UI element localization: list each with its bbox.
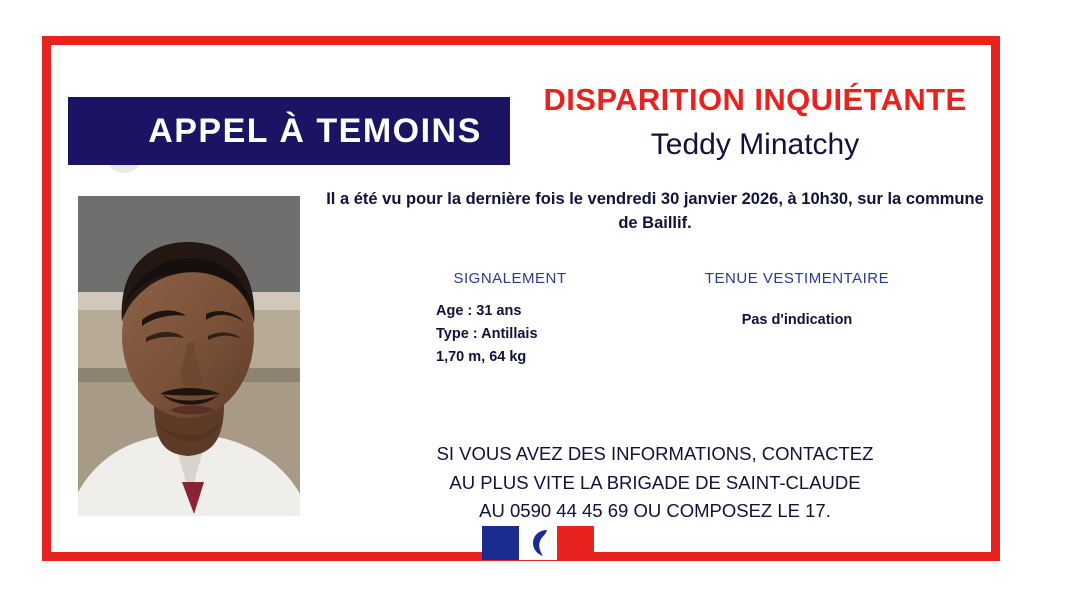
flag-white-band bbox=[519, 526, 557, 560]
signalement-list bbox=[436, 300, 538, 370]
flag-red-band bbox=[557, 526, 594, 560]
person-name: Teddy Minatchy bbox=[650, 128, 860, 161]
page-title: DISPARITION INQUIÉTANTE bbox=[543, 82, 967, 117]
signalement-item-type: Type : Antillais bbox=[436, 326, 538, 343]
missing-person-photo bbox=[78, 196, 300, 516]
flag-blue-band bbox=[482, 526, 519, 560]
contact-line-3: AU 0590 44 45 69 OU COMPOSEZ LE 17. bbox=[479, 500, 831, 522]
last-seen-text: Il a été vu pour la dernière fois le vendredi 30 janvier 2026, à 10h30, sur la commune de Baillif. bbox=[326, 190, 984, 232]
tenue-vestimentaire-heading: TENUE VESTIMENTAIRE bbox=[704, 270, 890, 287]
marianne-profile-icon bbox=[529, 528, 551, 558]
signalement-heading: SIGNALEMENT bbox=[453, 270, 567, 287]
contact-line-2: AU PLUS VITE LA BRIGADE DE SAINT-CLAUDE bbox=[449, 471, 861, 493]
signalement-item-size: 1,70 m, 64 kg bbox=[436, 349, 527, 366]
appeal-banner bbox=[68, 97, 510, 165]
signalement-item-age: Age : 31 ans bbox=[436, 303, 522, 319]
contact-line-1: SI VOUS AVEZ DES INFORMATIONS, CONTACTEZ bbox=[436, 443, 874, 464]
appeal-banner-label: APPEL À TEMOINS bbox=[148, 111, 482, 150]
french-republic-marianne-flag-icon bbox=[482, 526, 594, 560]
contact-instructions bbox=[320, 440, 990, 526]
tenue-vestimentaire-value: Pas d'indication bbox=[741, 312, 853, 328]
